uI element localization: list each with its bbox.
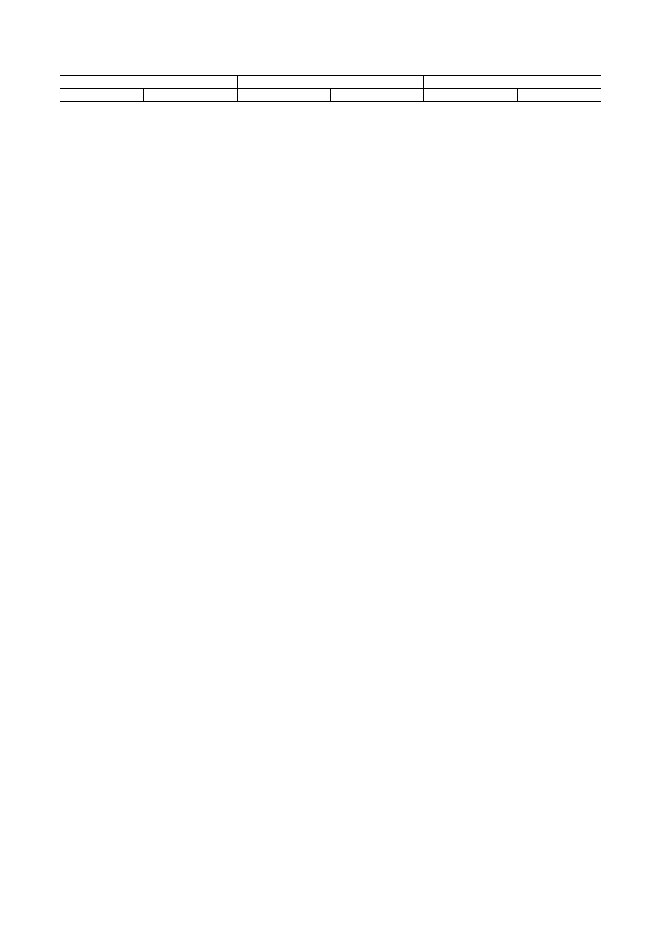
header-standard-solution: [60, 76, 237, 89]
subheader-copper: [424, 89, 517, 102]
subheader-a: [60, 89, 144, 102]
data-table: [60, 75, 601, 102]
header-concentration: [424, 76, 601, 89]
header-five-percent-solutions: [237, 76, 424, 89]
subheader-b: [144, 89, 237, 102]
subheader-zinc: [517, 89, 601, 102]
subheader-fecl3: [237, 89, 330, 102]
subheader-hcl: [330, 89, 423, 102]
document-body: [60, 65, 601, 114]
